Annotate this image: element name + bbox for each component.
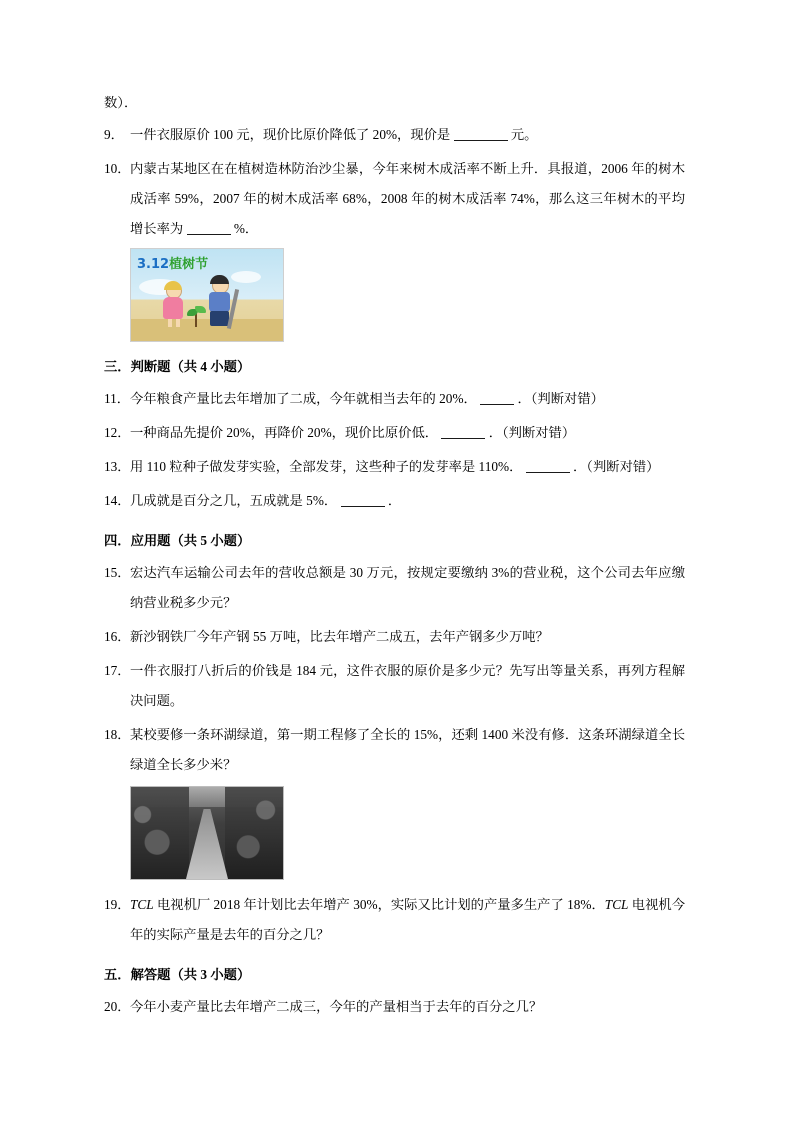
question-number: 10． bbox=[104, 161, 131, 176]
question-number: 18． bbox=[104, 727, 131, 742]
figure-title-number: 3.12 bbox=[137, 257, 170, 272]
question-text-part: 电视机今年的实际产量是去年的百分之几？ bbox=[130, 897, 685, 942]
question-text-part: TCL bbox=[604, 897, 629, 912]
question-text-part: ．（判断对错） bbox=[573, 459, 660, 474]
question-item bbox=[104, 656, 685, 716]
question-item bbox=[104, 384, 685, 414]
continued-fragment: 数）． bbox=[104, 95, 138, 110]
question-text: 一件衣服打八折后的价钱是 184 元，这件衣服的原价是多少元？先写出等量关系，再列方程解决问题。 bbox=[130, 663, 685, 708]
figure-tree-planting-day bbox=[104, 248, 685, 342]
question-text: 宏达汽车运输公司去年的营收总额是 30 万元，按规定要缴纳 3%的营业税，这个公司去年应缴纳营业税多少元？ bbox=[130, 565, 685, 610]
question-text-part: ．（判断对错） bbox=[517, 391, 604, 406]
question-text-part: 一种商品先提价 20%，再降价 20%，现价比原价低． bbox=[130, 425, 439, 440]
question-text bbox=[130, 384, 685, 414]
question-item bbox=[104, 720, 685, 780]
question-item bbox=[104, 452, 685, 482]
cloud-shape bbox=[231, 271, 261, 283]
question-number: 16． bbox=[104, 629, 131, 644]
photo-tree-right bbox=[225, 787, 283, 879]
question-number: 17． bbox=[104, 663, 131, 678]
question-item bbox=[104, 154, 685, 244]
question-number: 14． bbox=[104, 493, 131, 508]
answer-blank[interactable] bbox=[526, 458, 570, 473]
sapling-icon bbox=[187, 305, 205, 327]
question-number: 11． bbox=[104, 391, 131, 406]
question-item bbox=[104, 486, 685, 516]
question-item bbox=[104, 558, 685, 618]
question-text-part: 今年粮食产量比去年增加了二成，今年就相当去年的 20%． bbox=[130, 391, 477, 406]
question-text-part: %． bbox=[233, 221, 259, 236]
section-heading-three: 三．判断题（共 4 小题） bbox=[104, 359, 251, 374]
question-text-part: 内蒙古某地区在在植树造林防治沙尘暴，今年来树木成活率不断上升．具报道，2006 年的树木成活率 59%，2007 年的树木成活率 68%，2008 年的树木成活率 74%，那么这三年树木的平均增长率为 bbox=[130, 161, 685, 236]
question-item bbox=[104, 622, 685, 652]
question-item bbox=[104, 120, 685, 150]
question-item bbox=[104, 890, 685, 950]
question-text-part: 电视机厂 2018 年计划比去年增产 30%，实际又比计划的产量多生产了 18%． bbox=[153, 897, 605, 912]
question-text-part: ． bbox=[387, 493, 402, 508]
answer-blank[interactable] bbox=[187, 220, 231, 235]
question-item bbox=[104, 418, 685, 448]
tree-planting-illustration bbox=[130, 248, 284, 342]
question-number: 19． bbox=[104, 897, 131, 912]
photo-tree-left bbox=[131, 787, 189, 879]
figure-title-text: 植树节 bbox=[169, 257, 209, 272]
question-number: 12． bbox=[104, 425, 131, 440]
question-text-part: 元。 bbox=[510, 127, 538, 142]
photo-path bbox=[186, 809, 228, 879]
question-text-part: 一件衣服原价 100 元，现价比原价降低了 20%，现价是 bbox=[130, 127, 451, 142]
question-number: 9． bbox=[104, 127, 124, 142]
answer-blank[interactable] bbox=[341, 492, 385, 507]
greenway-photo bbox=[130, 786, 284, 880]
question-text-part: TCL bbox=[130, 897, 154, 912]
figure-title bbox=[137, 253, 208, 272]
question-text-part: ．（判断对错） bbox=[488, 425, 576, 440]
question-text bbox=[130, 418, 685, 448]
answer-blank[interactable] bbox=[441, 424, 485, 439]
figure-greenway-photo bbox=[104, 786, 685, 880]
question-number: 13． bbox=[104, 459, 131, 474]
question-text-part: 用 110 粒种子做发芽实验，全部发芽，这些种子的发芽率是 110%． bbox=[130, 459, 523, 474]
question-text: 今年小麦产量比去年增产二成三，今年的产量相当于去年的百分之几？ bbox=[130, 999, 543, 1014]
question-number: 20． bbox=[104, 999, 131, 1014]
section-heading-five: 五．解答题（共 3 小题） bbox=[104, 967, 251, 982]
question-text: 新沙钢铁厂今年产钢 55 万吨，比去年增产二成五，去年产钢多少万吨？ bbox=[130, 629, 549, 644]
answer-blank[interactable] bbox=[454, 126, 508, 141]
question-text bbox=[130, 154, 685, 244]
question-text: 某校要修一条环湖绿道，第一期工程修了全长的 15%，还剩 1400 米没有修．这条环湖绿道全长绿道全长多少米？ bbox=[130, 727, 685, 772]
question-text bbox=[130, 890, 685, 950]
question-item bbox=[104, 992, 685, 1022]
question-text bbox=[130, 486, 685, 516]
section-heading-four: 四．应用题（共 5 小题） bbox=[104, 533, 251, 548]
answer-blank[interactable] bbox=[480, 390, 514, 405]
question-number: 15． bbox=[104, 565, 131, 580]
question-text bbox=[130, 452, 685, 482]
girl-figure-icon bbox=[161, 283, 187, 327]
question-text bbox=[130, 120, 685, 150]
question-text-part: 几成就是百分之几，五成就是 5%． bbox=[130, 493, 338, 508]
